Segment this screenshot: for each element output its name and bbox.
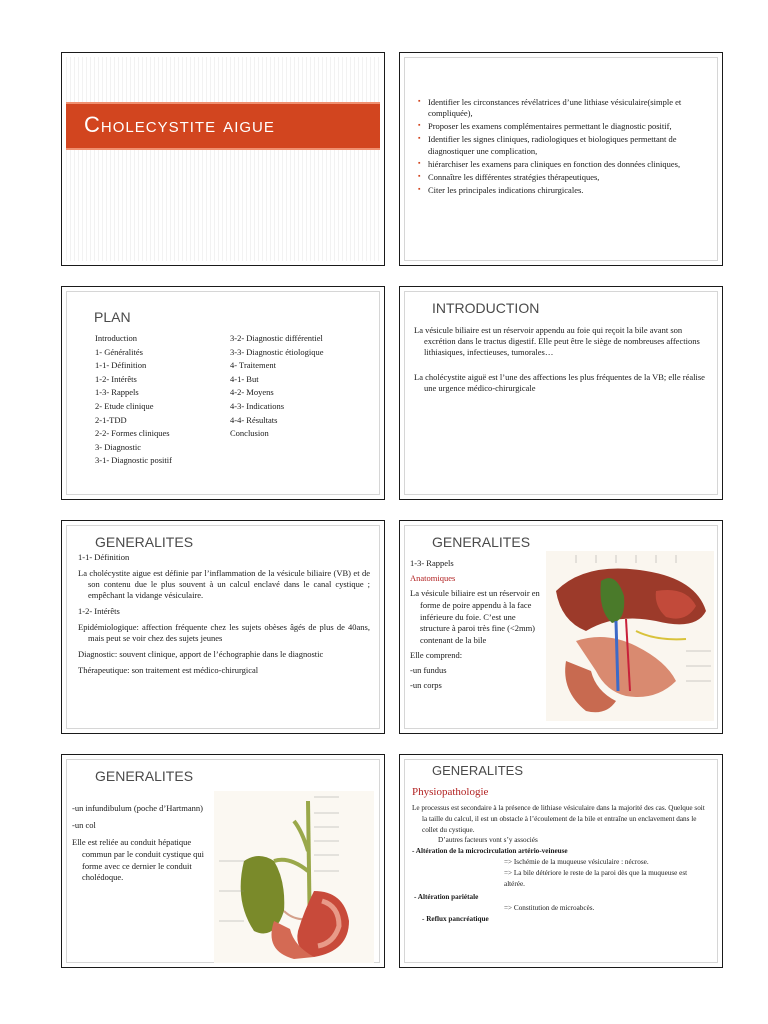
bullet-icon: ▪ (418, 171, 421, 180)
slide-generalites-rappels (399, 520, 723, 734)
physiopathologie-text (412, 803, 708, 925)
paragraph: La vésicule biliaire est un réservoir en forme de poire appendu à la face inférieure du foie. C’est une structure à paroi très fine (<2mm) contenant de la bile (410, 587, 540, 646)
title-banner (66, 102, 380, 150)
intro-text (414, 325, 706, 399)
plan-item: 1-1- Définition (95, 360, 147, 371)
slide-title-text: Cholecystite aigue (84, 112, 275, 137)
paragraph: -un fundus (410, 665, 447, 676)
plan-item: 4-2- Moyens (230, 387, 274, 398)
striped-background (66, 57, 380, 261)
plan-item: 4-3- Indications (230, 400, 285, 411)
paragraph: 1-2- Intérêts (78, 606, 120, 617)
paragraph: => Ischémie de la muqueuse vésiculaire : nécrose. (504, 857, 649, 866)
paragraph: - Altération de la microcirculation artério-veineuse (412, 847, 568, 856)
paragraph: 1-3- Rappels (410, 558, 454, 568)
paragraph: La cholécystite aigue est définie par l’inflammation de la vésicule biliaire (VB) et de son contenu due le plus souvent à un calcul enclavé dans le canal cystique ; empêchant la vidange vésiculaire. (78, 568, 370, 601)
plan-item: 2-1-TDD (95, 414, 127, 425)
paragraph: Epidémiologique: affection fréquente chez les sujets obèses âgés de plus de 40ans, mais peut se voir chez des sujets jeunes (78, 622, 370, 644)
biliary-tract-illustration (214, 791, 374, 963)
paragraph: La cholécystite aiguë est l’une des affections les plus fréquentes de la VB; elle réalise une urgence médico-chirurgicale (414, 372, 705, 394)
paragraph: Le processus est secondaire à la présence de lithiase vésiculaire dans la majorité des cas. Quelque soit la taille du calcul, il est un obstacle à l’écoulement de la bile et entraîne un enclavement dans le collet du cystique. (412, 804, 705, 834)
objective-item: ▪ Connaître les différentes stratégies thérapeutiques, (418, 171, 600, 182)
subheading: Anatomiques (410, 572, 456, 583)
slide-heading: GENERALITES (432, 763, 524, 778)
anatomie-text (72, 803, 212, 889)
slide-heading: PLAN (94, 309, 131, 325)
plan-item: Introduction (95, 333, 138, 343)
bullet-icon: ▪ (418, 158, 421, 167)
definition-text (78, 552, 370, 681)
bullet-icon: ▪ (418, 121, 421, 130)
slide-title (61, 52, 385, 266)
slide-heading: GENERALITES (432, 534, 531, 550)
paragraph: - Altération pariétale (414, 893, 479, 902)
paragraph: Diagnostic: souvent clinique, apport de l’échographie dans le diagnostic (78, 649, 324, 660)
bullet-icon: ▪ (418, 134, 421, 143)
plan-item: 3-2- Diagnostic différentiel (230, 333, 323, 343)
paragraph: Elle comprend: (410, 650, 463, 661)
paragraph: Elle est reliée au conduit hépatique commun par le conduit cystique qui forme avec ce dernier le conduit cholédoque. (72, 836, 205, 883)
slide-introduction (399, 286, 723, 500)
plan-column-right (230, 332, 323, 441)
paragraph: D’autres facteurs vont s’y associés (438, 836, 538, 845)
plan-item: 1-3- Rappels (95, 387, 139, 398)
bullet-icon: ▪ (418, 97, 421, 105)
plan-item: Conclusion (230, 428, 269, 439)
paragraph: - Reflux pancréatique (422, 914, 489, 923)
objective-item: ▪ Citer les principales indications chirurgicales. (418, 184, 584, 195)
slide-heading: GENERALITES (95, 534, 194, 550)
plan-item: 1- Généralités (95, 346, 143, 357)
objectives-list (418, 97, 700, 198)
slide-objectives (399, 52, 723, 266)
objective-item: ▪ Proposer les examens complémentaires permettant le diagnostic positif, (418, 121, 672, 132)
plan-item: 3- Diagnostic (95, 441, 142, 452)
paragraph: => Constitution de microabcès. (504, 904, 595, 913)
objective-item: ▪ Identifier les signes cliniques, radiologiques et biologiques permettant de diagnostiquer une complication, (418, 134, 677, 156)
paragraph: => La bile détériore le reste de la paroi dès que la muqueuse est altérée. (504, 868, 688, 888)
anatomy-illustration (546, 551, 714, 721)
plan-item: 4- Traitement (230, 360, 277, 371)
plan-item: 1-2- Intérêts (95, 373, 137, 384)
plan-item: 4-4- Résultats (230, 414, 278, 425)
paragraph: La vésicule biliaire est un réservoir appendu au foie qui reçoit la bile avant son excrétion dans le tractus digestif. Elle peut être le siège de nombreuses affections lithiasiques, infectieuses, tumorales… (414, 325, 700, 358)
slide-generalites-definition (61, 520, 385, 734)
slide-plan (61, 286, 385, 500)
plan-item: 3-1- Diagnostic positif (95, 455, 172, 466)
paragraph: Thérapeutique: son traitement est médico-chirurgical (78, 665, 259, 676)
rappels-text (410, 558, 542, 695)
plan-item: 3-3- Diagnostic étiologique (230, 346, 324, 357)
slide-heading: GENERALITES (95, 768, 194, 784)
subheading: Physiopathologie (412, 786, 489, 798)
bullet-icon: ▪ (418, 184, 421, 193)
plan-item: 4-1- But (230, 373, 259, 384)
paragraph: -un corps (410, 680, 442, 691)
paragraph: -un infundibulum (poche d’Hartmann) (72, 803, 204, 813)
paragraph: -un col (72, 819, 96, 830)
plan-item: 2-2- Formes cliniques (95, 428, 170, 439)
objective-item: ▪ hiérarchiser les examens para cliniques en fonction des données cliniques, (418, 158, 681, 169)
paragraph: 1-1- Définition (78, 552, 130, 562)
plan-column-left (95, 332, 172, 468)
plan-item: 2- Etude clinique (95, 400, 154, 411)
slide-physiopathologie (399, 754, 723, 968)
slide-heading: INTRODUCTION (432, 300, 540, 316)
slide-generalites-anatomie (61, 754, 385, 968)
objective-item: ▪ Identifier les circonstances révélatrices d’une lithiase vésiculaire(simple et compliquée), (418, 97, 682, 119)
